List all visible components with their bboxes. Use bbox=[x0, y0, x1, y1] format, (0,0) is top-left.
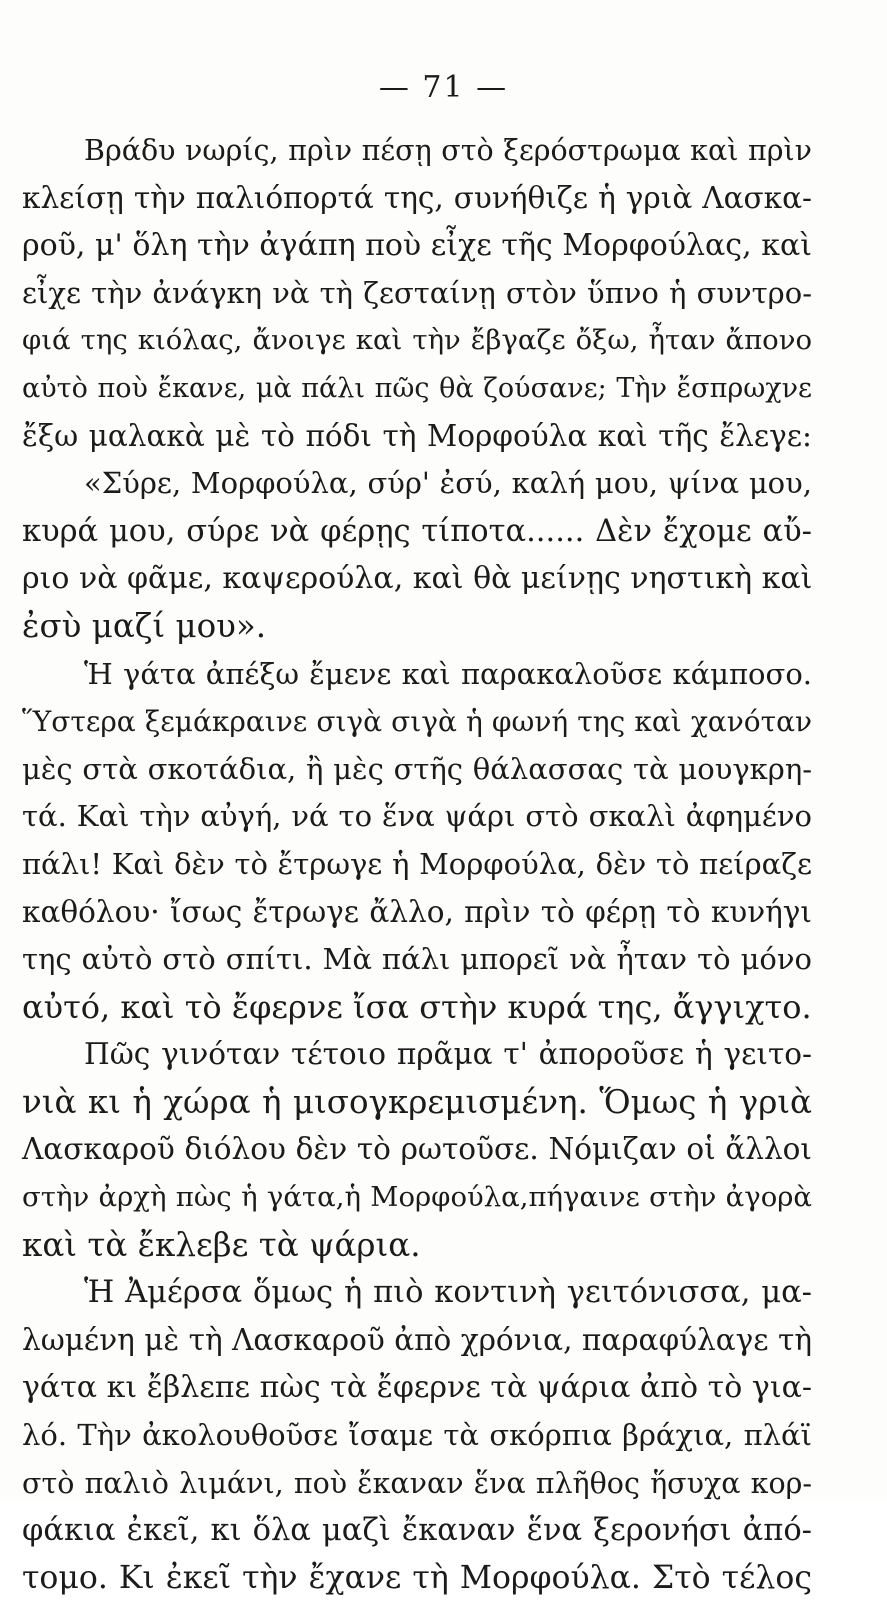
text-line: τά. Καὶ τὴν αὐγή, νά το ἕνα ψάρι στὸ σκαλὶ ἀφημένο bbox=[22, 799, 812, 834]
text-line: ριο νὰ φᾶμε, καψερούλα, καὶ θὰ μείνῃς νηστικὴ καὶ bbox=[22, 561, 813, 597]
text-line: Ἡ γάτα ἀπέξω ἔμενε καὶ παρακαλοῦσε κάμποσο. bbox=[84, 656, 812, 691]
text-line: αὐτό, καὶ τὸ ἔφερνε ἴσα στὴν κυρά της, ἄγγιχτο. bbox=[22, 987, 812, 1026]
text-line: κλείσῃ τὴν παλιόπορτά της, συνήθιζε ἡ γριὰ Λασκα- bbox=[22, 180, 812, 215]
text-line: στὸ παλιὸ λιμάνι, ποὺ ἔκαναν ἕνα πλῆθος ἥσυχα κορ- bbox=[22, 1466, 812, 1500]
text-line: Πῶς γινόταν τέτοιο πρᾶμα τ' ἀποροῦσε ἡ γειτο- bbox=[84, 1037, 812, 1072]
text-line: Ὕστερα ξεμάκραινε σιγὰ σιγὰ ἡ φωνή της καὶ χανόταν bbox=[22, 705, 812, 739]
text-line: γάτα κι ἔβλεπε πὼς τὰ ἔφερνε τὰ ψάρια ἀπὸ τὸ για- bbox=[22, 1370, 812, 1406]
text-line: φιά της κιόλας, ἄνοιγε καὶ τὴν ἔβγαζε ὄξω, ἦταν ἄπονο bbox=[22, 324, 812, 357]
text-line: ροῦ, μ' ὅλη τὴν ἀγάπη ποὺ εἶχε τῆς Μορφούλας, καὶ bbox=[22, 228, 812, 264]
page-number: — 71 — bbox=[378, 70, 509, 105]
text-line: «Σύρε, Μορφούλα, σύρ' ἐσύ, καλή μου, ψίνα μου, bbox=[84, 466, 812, 501]
text-line: νιὰ κι ἡ χώρα ἡ μισογκρεμισμένη. Ὅμως ἡ γριὰ bbox=[22, 1082, 812, 1121]
text-line: Λασκαροῦ διόλου δὲν τὸ ρωτοῦσε. Νόμιζαν οἱ ἄλλοι bbox=[22, 1132, 812, 1167]
text-line: ἐσὺ μαζί μου». bbox=[22, 606, 267, 645]
text-line: μὲς στὰ σκοτάδια, ἢ μὲς στῆς θάλασσας τὰ μουγκρη- bbox=[22, 751, 812, 786]
text-line: λό. Τὴν ἀκολουθοῦσε ἴσαμε τὰ σκόρπια βράχια, πλάϊ bbox=[22, 1418, 812, 1453]
text-line: καθόλου· ἴσως ἔτρωγε ἄλλο, πρὶν τὸ φέρῃ τὸ κυνήγι bbox=[22, 894, 812, 929]
text-line: κυρά μου, σύρε νὰ φέρῃς τίποτα...... Δὲν ἔχομε αὔ- bbox=[22, 513, 812, 549]
text-line: τομο. Κι ἐκεῖ τὴν ἔχανε τὴ Μορφούλα. Στὸ τέλος bbox=[22, 1559, 812, 1596]
text-line: στὴν ἀρχὴ πὼς ἡ γάτα,ἡ Μορφούλα,πήγαινε στὴν ἀγορὰ bbox=[22, 1181, 812, 1214]
text-line: της αὐτὸ στὸ σπίτι. Μὰ πάλι μπορεῖ νὰ ἦταν τὸ μόνο bbox=[22, 942, 812, 977]
text-line: Βράδυ νωρίς, πρὶν πέσῃ στὸ ξερόστρωμα καὶ πρὶν bbox=[84, 134, 812, 167]
text-line: λωμένη μὲ τὴ Λασκαροῦ ἀπὸ χρόνια, παραφύλαγε τὴ bbox=[22, 1322, 812, 1357]
text-line: πάλι! Καὶ δὲν τὸ ἔτρωγε ἡ Μορφούλα, δὲν τὸ πείραζε bbox=[22, 846, 812, 881]
body-text bbox=[22, 127, 812, 1602]
text-line: καὶ τὰ ἔκλεβε τὰ ψάρια. bbox=[22, 1225, 421, 1264]
text-line: αὐτὸ ποὺ ἔκανε, μὰ πάλι πῶς θὰ ζούσανε; Τὴν ἔσπρωχνε bbox=[22, 372, 812, 404]
text-line: εἶχε τὴν ἀνάγκη νὰ τὴ ζεσταίνῃ στὸν ὕπνο ἡ συντρο- bbox=[22, 275, 812, 310]
text-line: ἔξω μαλακὰ μὲ τὸ πόδι τὴ Μορφούλα καὶ τῆς ἔλεγε: bbox=[22, 418, 812, 453]
text-line: Ἡ Ἀμέρσα ὅμως ἡ πιὸ κοντινὴ γειτόνισσα, μα- bbox=[84, 1275, 812, 1311]
text-line: φάκια ἐκεῖ, κι ὅλα μαζὶ ἔκαναν ἕνα ξερονήσι ἀπό- bbox=[22, 1513, 812, 1549]
